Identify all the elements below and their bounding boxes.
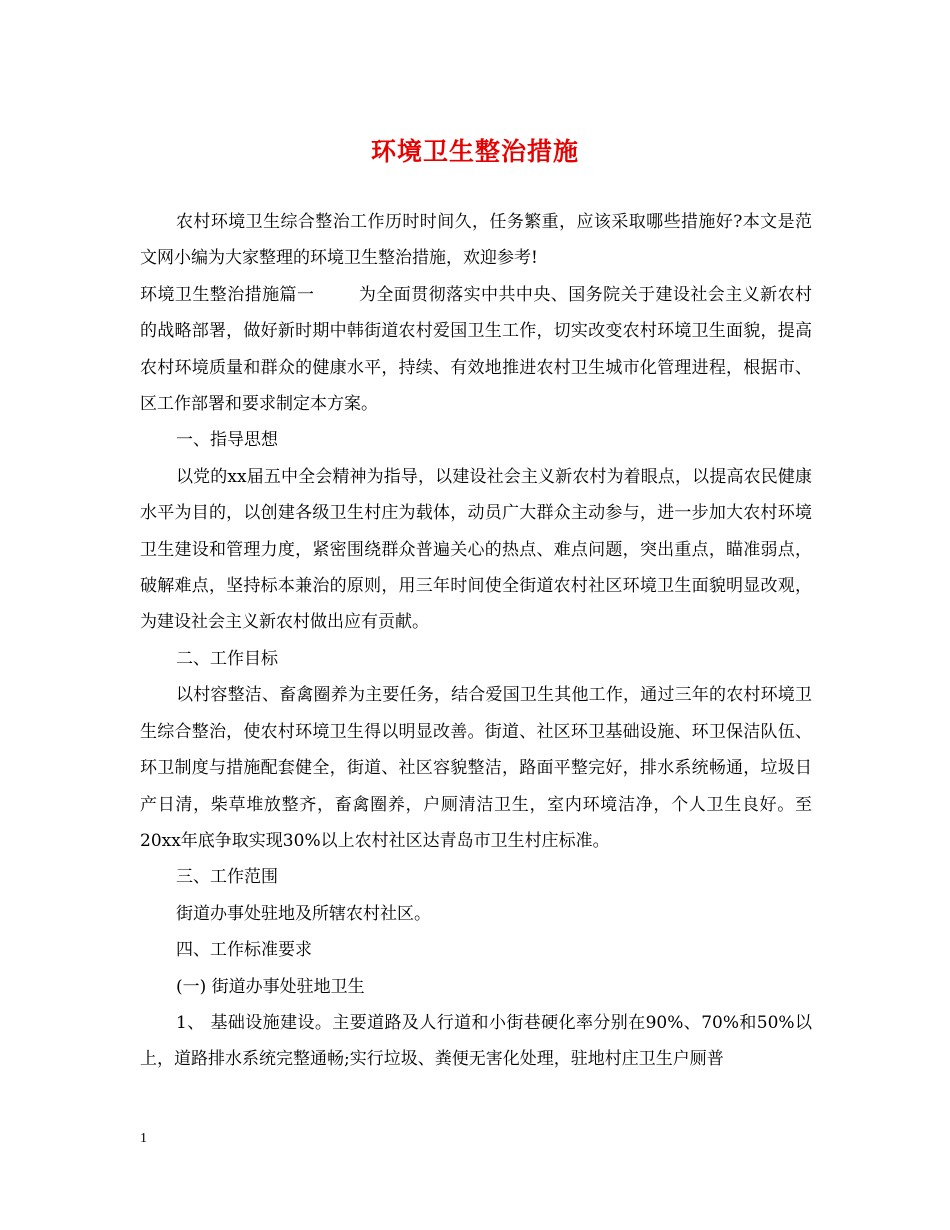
section-heading-part-one: 环境卫生整治措施篇一 — [140, 284, 315, 305]
heading-work-standards: 四、工作标准要求 — [176, 940, 312, 961]
paragraph-infrastructure: 1、 基础设施建设。主要道路及人行道和小街巷硬化率分别在90%、70%和50%以上，道路排水系统完整通畅;实行垃圾、粪便无害化处理，驻地村庄卫生户厕普 — [140, 1012, 812, 1070]
paragraph-section-intro — [140, 277, 812, 423]
subheading-office-hygiene: (一) 街道办事处驻地卫生 — [176, 976, 365, 997]
paragraph-work-goals: 以村容整洁、畜禽圈养为主要任务，结合爱国卫生其他工作，通过三年的农村环境卫生综合整治，使农村环境卫生得以明显改善。街道、社区环卫基础设施、环卫保洁队伍、环卫制度与措施配套健全，街道、社区容貌整洁，路面平整完好，排水系统畅通，垃圾日产日清，柴草堆放整齐，畜禽圈养，户厕清洁卫生，室内环境洁净，个人卫生良好。至20xx年底争取实现30%以上农村社区达青岛市卫生村庄标准。 — [140, 685, 812, 851]
document-title: 环境卫生整治措施 — [370, 137, 579, 166]
heading-work-scope: 三、工作范围 — [176, 867, 278, 888]
heading-guiding-ideology: 一、指导思想 — [176, 430, 278, 451]
paragraph-guiding-ideology: 以党的xx届五中全会精神为指导，以建设社会主义新农村为着眼点，以提高农民健康水平为目的，以创建各级卫生村庄为载体，动员广大群众主动参与，进一步加大农村环境卫生建设和管理力度，紧密围绕群众普遍关心的热点、难点问题，突出重点，瞄准弱点，破解难点，坚持标本兼治的原则，用三年时间使全街道农村社区环境卫生面貌明显改观，为建设社会主义新农村做出应有贡献。 — [140, 466, 812, 633]
paragraph-purpose: 为全面贯彻落实中共中央、国务院关于建设社会主义新农村的战略部署，做好新时期中韩街道农村爱国卫生工作，切实改变农村环境卫生面貌，提高农村环境质量和群众的健康水平，持续、有效地推进农村卫生城市化管理进程，根据市、区工作部署和要求制定本方案。 — [140, 284, 813, 415]
document-body — [140, 204, 812, 1078]
page-number: 1 — [140, 1131, 147, 1146]
paragraph-intro: 农村环境卫生综合整治工作历时时间久，任务繁重，应该采取哪些措施好?本文是范文网小编为大家整理的环境卫生整治措施，欢迎参考! — [140, 212, 812, 269]
paragraph-work-scope: 街道办事处驻地及所辖农村社区。 — [176, 903, 431, 924]
heading-work-goals: 二、工作目标 — [176, 648, 278, 669]
